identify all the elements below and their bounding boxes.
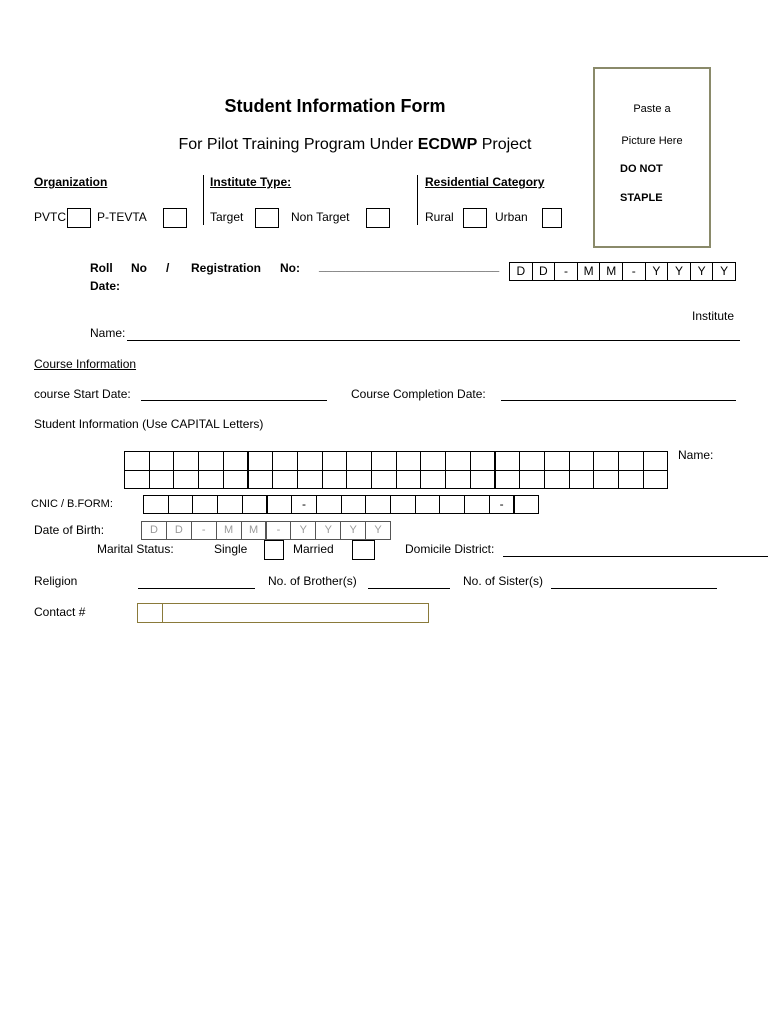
dob-cell[interactable]: - bbox=[266, 521, 292, 540]
name-letter-cell[interactable] bbox=[519, 451, 545, 471]
dob-cell[interactable]: D bbox=[141, 521, 167, 540]
contact-field-divider bbox=[162, 604, 163, 622]
roll-date-cell[interactable]: D bbox=[509, 262, 533, 281]
name-letter-cell[interactable] bbox=[618, 451, 644, 471]
non-target-checkbox[interactable] bbox=[366, 208, 390, 228]
cnic-cell[interactable] bbox=[192, 495, 218, 514]
cnic-label: CNIC / B.FORM: bbox=[31, 498, 113, 510]
dob-cell[interactable]: D bbox=[166, 521, 192, 540]
dob-cell[interactable]: Y bbox=[340, 521, 366, 540]
name-letter-cell[interactable] bbox=[445, 470, 471, 490]
cnic-cell[interactable] bbox=[242, 495, 268, 514]
course-completion-label: Course Completion Date: bbox=[351, 387, 486, 401]
pvtc-checkbox[interactable] bbox=[67, 208, 91, 228]
picture-line-3: DO NOT bbox=[620, 163, 663, 175]
cnic-cell[interactable] bbox=[168, 495, 194, 514]
name-letter-cell[interactable] bbox=[396, 470, 422, 490]
subtitle-prefix: For Pilot Training Program Under bbox=[178, 136, 418, 153]
name-letter-cell[interactable] bbox=[544, 451, 570, 471]
single-label: Single bbox=[214, 542, 248, 556]
course-start-field[interactable] bbox=[141, 400, 327, 401]
name-letter-cell[interactable] bbox=[470, 470, 496, 490]
picture-line-1: Paste a bbox=[633, 103, 671, 115]
contact-label: Contact # bbox=[34, 605, 86, 619]
brothers-field[interactable] bbox=[368, 588, 450, 589]
name-letter-cell[interactable] bbox=[173, 470, 199, 490]
cnic-cell[interactable] bbox=[267, 495, 293, 514]
roll-label: Roll bbox=[90, 261, 113, 275]
dob-cell[interactable]: Y bbox=[365, 521, 391, 540]
name-letter-cell[interactable] bbox=[322, 470, 348, 490]
registration-no-label: No: bbox=[280, 261, 300, 275]
name-letter-cell[interactable] bbox=[569, 451, 595, 471]
roll-slash: / bbox=[166, 261, 170, 275]
subtitle-suffix: Project bbox=[477, 136, 532, 153]
religion-field[interactable] bbox=[138, 588, 255, 589]
urban-checkbox[interactable] bbox=[542, 208, 562, 228]
name-letter-cell[interactable] bbox=[445, 451, 471, 471]
residential-heading: Residential Category bbox=[425, 175, 545, 189]
dob-cell[interactable]: M bbox=[216, 521, 242, 540]
cnic-cell[interactable] bbox=[217, 495, 243, 514]
target-checkbox[interactable] bbox=[255, 208, 279, 228]
married-label: Married bbox=[293, 542, 334, 556]
roll-date-cell[interactable]: M bbox=[577, 262, 601, 281]
form-title: Student Information Form bbox=[224, 96, 446, 116]
name-letter-cell[interactable] bbox=[470, 451, 496, 471]
dob-cell[interactable]: Y bbox=[315, 521, 341, 540]
name-letter-cell[interactable] bbox=[223, 451, 249, 471]
dob-cell[interactable]: Y bbox=[290, 521, 316, 540]
cnic-cell[interactable] bbox=[415, 495, 441, 514]
roll-date-cell[interactable]: - bbox=[554, 262, 578, 281]
student-heading: Student Information (Use CAPITAL Letters) bbox=[34, 417, 264, 431]
name-letter-cell[interactable] bbox=[569, 470, 595, 490]
institute-name-field[interactable] bbox=[127, 340, 740, 341]
cnic-cell[interactable] bbox=[143, 495, 169, 514]
sisters-field[interactable] bbox=[551, 588, 717, 589]
cnic-cell[interactable] bbox=[514, 495, 540, 514]
cnic-field[interactable] bbox=[143, 495, 539, 514]
picture-line-4: STAPLE bbox=[620, 192, 663, 204]
cnic-cell[interactable] bbox=[341, 495, 367, 514]
roll-date-cell[interactable]: M bbox=[599, 262, 623, 281]
registration-label: Registration bbox=[191, 261, 262, 275]
name-letter-cell[interactable] bbox=[593, 451, 619, 471]
name-letter-cell[interactable] bbox=[297, 470, 323, 490]
ptevta-checkbox[interactable] bbox=[163, 208, 187, 228]
name-letter-cell[interactable] bbox=[371, 470, 397, 490]
name-letter-cell[interactable] bbox=[297, 451, 323, 471]
res-option-urban: Urban bbox=[495, 210, 528, 224]
name-letter-cell[interactable] bbox=[396, 451, 422, 471]
marital-label: Marital Status: bbox=[97, 542, 174, 556]
roll-date-cell[interactable]: Y bbox=[667, 262, 691, 281]
roll-date-field[interactable] bbox=[509, 262, 736, 281]
cnic-cell[interactable] bbox=[439, 495, 465, 514]
dob-field[interactable] bbox=[141, 521, 391, 540]
name-letter-cell[interactable] bbox=[149, 451, 175, 471]
institute-label: Institute bbox=[692, 309, 735, 323]
cnic-cell[interactable] bbox=[316, 495, 342, 514]
type-option-target: Target bbox=[210, 210, 244, 224]
name-letter-cell[interactable] bbox=[346, 451, 372, 471]
domicile-field[interactable] bbox=[503, 556, 768, 557]
rural-checkbox[interactable] bbox=[463, 208, 487, 228]
divider-1 bbox=[203, 175, 204, 225]
student-name-label: Name: bbox=[678, 448, 714, 462]
institute-name-label: Name: bbox=[90, 326, 126, 340]
name-letter-cell[interactable] bbox=[223, 470, 249, 490]
name-letter-cell[interactable] bbox=[272, 470, 298, 490]
picture-line-2: Picture Here bbox=[621, 135, 683, 147]
single-checkbox[interactable] bbox=[264, 540, 284, 560]
name-letter-cell[interactable] bbox=[420, 470, 446, 490]
name-letter-cell[interactable] bbox=[248, 470, 274, 490]
roll-date-cell[interactable]: Y bbox=[690, 262, 714, 281]
name-letter-cell[interactable] bbox=[149, 470, 175, 490]
name-letter-cell[interactable] bbox=[593, 470, 619, 490]
name-letter-cell[interactable] bbox=[173, 451, 199, 471]
name-letter-cell[interactable] bbox=[371, 451, 397, 471]
name-letter-cell[interactable] bbox=[124, 470, 150, 490]
cnic-cell[interactable] bbox=[365, 495, 391, 514]
name-letter-cell[interactable] bbox=[124, 451, 150, 471]
name-letter-cell[interactable] bbox=[198, 451, 224, 471]
roll-number-field[interactable]: ___________________________ bbox=[319, 259, 500, 273]
name-letter-cell[interactable] bbox=[248, 451, 274, 471]
roll-date-cell[interactable]: D bbox=[532, 262, 556, 281]
name-letter-cell[interactable] bbox=[495, 451, 521, 471]
roll-date-cell[interactable]: - bbox=[622, 262, 646, 281]
name-letter-cell[interactable] bbox=[272, 451, 298, 471]
domicile-label: Domicile District: bbox=[405, 542, 495, 556]
date-label: Date: bbox=[90, 279, 121, 293]
institute-type-heading: Institute Type: bbox=[210, 175, 292, 189]
sisters-label: No. of Sister(s) bbox=[463, 574, 544, 588]
roll-no-label: No bbox=[131, 261, 147, 275]
divider-2 bbox=[417, 175, 418, 225]
dob-label: Date of Birth: bbox=[34, 523, 105, 537]
res-option-rural: Rural bbox=[425, 210, 454, 224]
name-letter-cell[interactable] bbox=[519, 470, 545, 490]
cnic-cell[interactable]: - bbox=[489, 495, 515, 514]
dob-cell[interactable]: M bbox=[241, 521, 267, 540]
roll-date-cell[interactable]: Y bbox=[712, 262, 736, 281]
contact-field[interactable] bbox=[137, 603, 429, 623]
course-completion-field[interactable] bbox=[501, 400, 736, 401]
name-letter-cell[interactable] bbox=[322, 451, 348, 471]
dob-cell[interactable]: - bbox=[191, 521, 217, 540]
name-letter-cell[interactable] bbox=[618, 470, 644, 490]
type-option-non-target: Non Target bbox=[291, 210, 350, 224]
org-option-pvtc: PVTC bbox=[34, 210, 67, 224]
picture-box bbox=[593, 67, 711, 248]
cnic-cell[interactable] bbox=[390, 495, 416, 514]
cnic-cell[interactable]: - bbox=[291, 495, 317, 514]
student-name-grid[interactable] bbox=[124, 451, 667, 488]
name-letter-cell[interactable] bbox=[544, 470, 570, 490]
subtitle-bold: ECDWP bbox=[417, 136, 478, 153]
religion-label: Religion bbox=[34, 574, 78, 588]
name-letter-cell[interactable] bbox=[643, 470, 669, 490]
organization-heading: Organization bbox=[34, 175, 108, 189]
cnic-cell[interactable] bbox=[464, 495, 490, 514]
name-letter-cell[interactable] bbox=[420, 451, 446, 471]
name-letter-cell[interactable] bbox=[643, 451, 669, 471]
brothers-label: No. of Brother(s) bbox=[268, 574, 357, 588]
name-letter-cell[interactable] bbox=[198, 470, 224, 490]
married-checkbox[interactable] bbox=[352, 540, 375, 560]
roll-date-cell[interactable]: Y bbox=[645, 262, 669, 281]
course-start-label: course Start Date: bbox=[34, 387, 131, 401]
name-letter-cell[interactable] bbox=[495, 470, 521, 490]
org-option-ptevta: P-TEVTA bbox=[97, 210, 147, 224]
course-heading: Course Information bbox=[34, 357, 137, 371]
name-letter-cell[interactable] bbox=[346, 470, 372, 490]
